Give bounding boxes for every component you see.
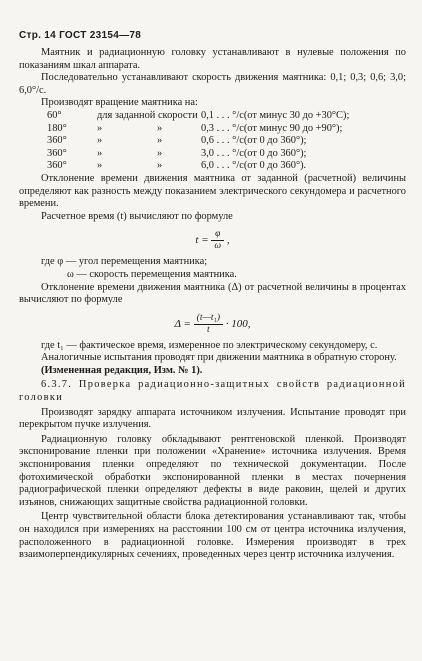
- table-cell: »: [97, 160, 103, 172]
- table-cell: 6,0 . . . °/с: [201, 160, 244, 172]
- formula-time: [19, 229, 406, 252]
- table-cell: 0,3 . . . °/с: [201, 122, 244, 134]
- table-cell: (от 0 до 360°);: [243, 147, 307, 159]
- definition-line: ω — скорость перемещения маятника.: [67, 268, 237, 280]
- table-cell: »: [97, 135, 103, 147]
- table-cell: »: [97, 122, 103, 134]
- paragraph: Отклонение времени движения маятника от заданной (расчетной) величины определяют как разность между показанием электрического секундомера и расчетного времени.: [19, 172, 406, 210]
- table-cell: (от 0 до 360°).: [243, 160, 307, 172]
- table-row: [19, 148, 349, 161]
- paragraph: Маятник и радиационную головку устанавливают в нулевые положения по показаниям шкал аппарата.: [19, 47, 406, 71]
- paragraph: Аналогичные испытания проводят при движении маятника в обратную сторону.: [41, 352, 397, 364]
- formula-numerator: (t—t₁): [194, 313, 223, 325]
- table-cell: 360°: [47, 160, 67, 172]
- page-header: Стр. 14 ГОСТ 23154—78: [19, 30, 142, 41]
- table-cell: 360°: [47, 147, 67, 159]
- table-cell: »: [157, 122, 163, 134]
- revision-note: (Измененная редакция, Изм. № 1).: [41, 364, 203, 376]
- paragraph: Центр чувствительной области блока детектирования устанавливают так, чтобы он находился при измерениях на расстоянии 100 см от центра источника излучения, расположенного в радиационной головке. Измерения производят в трех взаимоперпендикулярных сечениях, проведенных через центр источника излучения.: [19, 511, 406, 561]
- paragraph: Радиационную головку обкладывают рентгеновской пленкой. Производят экспонирование пленки при положении «Хранение» источника излучения. Время экспонирования пленки определяют по технической документации. После фотохимической обработки экспонированной пленки в местах почернения радиографической пленки определяют дефекты в виде раковин, щелей и других изъянов, снижающих защитные свойства радиационной головки.: [19, 433, 406, 508]
- table-cell: (от минус 90 до +90°);: [243, 122, 343, 134]
- table-cell: »: [157, 147, 163, 159]
- formula-deviation: [19, 313, 406, 336]
- formula-lhs: t =: [195, 234, 209, 247]
- formula-lhs: Δ =: [174, 317, 191, 330]
- table-cell: 360°: [47, 135, 67, 147]
- formula-tail: ,: [226, 234, 230, 247]
- definition-line: где φ — угол перемещения маятника;: [41, 256, 208, 268]
- formula-numerator: φ: [211, 229, 224, 241]
- definition-line: где t₁ — фактическое время, измеренное по электрическому секундомеру, с.: [41, 339, 378, 351]
- table-cell: »: [157, 135, 163, 147]
- formula-fraction: [211, 229, 224, 252]
- paragraph: Производят зарядку аппарата источником излучения. Испытание проводят при перекрытом пучке излучения.: [19, 406, 406, 431]
- formula-denominator: t: [207, 324, 210, 335]
- table-cell: 3,0 . . . °/с: [201, 147, 244, 159]
- table-cell: (от минус 30 до +30°C);: [243, 109, 350, 121]
- formula-denominator: ω: [214, 241, 222, 252]
- table-row: [19, 135, 349, 148]
- rotation-table: [19, 110, 349, 173]
- paragraph: Производят вращение маятника на:: [41, 97, 198, 109]
- document-body: [19, 47, 406, 562]
- table-cell: 0,6 . . . °/с: [201, 135, 244, 147]
- table-cell: »: [157, 160, 163, 172]
- formula-fraction: [194, 313, 223, 336]
- table-cell: 60°: [47, 109, 62, 121]
- section-heading: 6.3.7. Проверка радиационно-защитных свойств радиационной головки: [19, 379, 406, 404]
- paragraph: Расчетное время (t) вычисляют по формуле: [41, 210, 233, 222]
- table-cell: »: [97, 147, 103, 159]
- paragraph: Отклонение времени движения маятника (Δ) от расчетной величины в процентах вычисляют по формуле: [19, 281, 406, 306]
- table-cell: для заданной скорости: [97, 109, 198, 121]
- formula-tail: · 100,: [225, 317, 251, 330]
- paragraph: Последовательно устанавливают скорость движения маятника: 0,1; 0,3; 0,6; 3,0; 6,0°/с.: [19, 72, 406, 96]
- table-cell: 180°: [47, 122, 67, 134]
- table-cell: (от 0 до 360°);: [243, 135, 307, 147]
- table-cell: 0,1 . . . °/с: [201, 109, 244, 121]
- table-row: [19, 123, 349, 136]
- table-row: [19, 110, 349, 123]
- table-row: [19, 160, 349, 173]
